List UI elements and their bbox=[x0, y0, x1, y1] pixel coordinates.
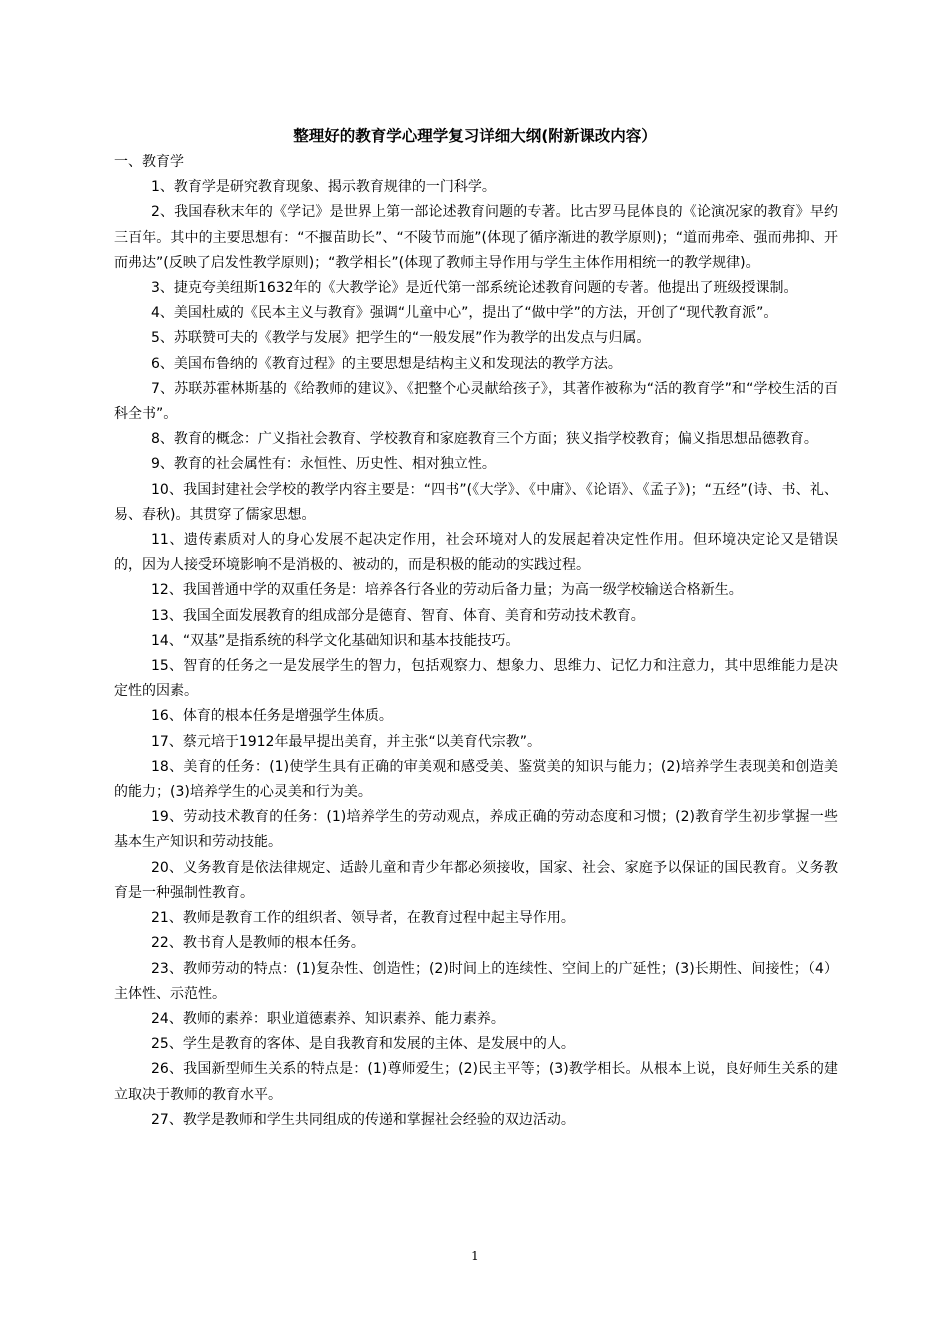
paragraph: 15、智育的任务之一是发展学生的智力，包括观察力、想象力、思维力、记忆力和注意力，其中思维能力是决定性的因素。 bbox=[114, 658, 838, 700]
paragraph: 18、美育的任务：(1)使学生具有正确的审美观和感受美、鉴赏美的知识与能力；(2)培养学生表现美和创造美的能力；(3)培养学生的心灵美和行为美。 bbox=[114, 758, 838, 801]
paragraph: 21、教师是教育工作的组织者、领导者，在教育过程中起主导作用。 bbox=[151, 910, 575, 927]
paragraph: 25、学生是教育的客体、是自我教育和发展的主体、是发展中的人。 bbox=[151, 1036, 575, 1053]
document-title: 整理好的教育学心理学复习详细大纲(附新课改内容） bbox=[293, 127, 657, 145]
paragraph: 11、遗传素质对人的身心发展不起决定作用，社会环境对人的发展起着决定性作用。但环境决定论又是错误的，因为人接受环境影响不是消极的、被动的，而是积极的能动的实践过程。 bbox=[114, 532, 838, 574]
paragraph: 7、苏联苏霍林斯基的《给教师的建议》、《把整个心灵献给孩子》，其著作被称为“活的教育学”和“学校生活的百科全书”。 bbox=[114, 380, 838, 423]
paragraph: 14、“双基”是指系统的科学文化基础知识和基本技能技巧。 bbox=[151, 632, 520, 649]
paragraph: 27、教学是教师和学生共同组成的传递和掌握社会经验的双边活动。 bbox=[151, 1111, 575, 1128]
paragraph: 17、蔡元培于1912年最早提出美育，并主张“以美育代宗教”。 bbox=[151, 733, 541, 750]
paragraph: 5、苏联赞可夫的《教学与发展》把学生的“一般发展”作为教学的出发点与归属。 bbox=[151, 330, 651, 347]
paragraph: 10、我国封建社会学校的教学内容主要是：“四书”(《大学》、《中庸》、《论语》、《孟子》)；“五经”(诗、书、礼、易、春秋)。其贯穿了儒家思想。 bbox=[114, 481, 838, 523]
paragraph: 16、体育的根本任务是增强学生体质。 bbox=[151, 708, 393, 725]
section-heading: 一、教育学 bbox=[114, 154, 184, 170]
paragraph: 12、我国普通中学的双重任务是：培养各行各业的劳动后备力量；为高一级学校输送合格新生。 bbox=[151, 582, 743, 599]
paragraph: 20、义务教育是依法律规定、适龄儿童和青少年都必须接收，国家、社会、家庭予以保证的国民教育。义务教育是一种强制性教育。 bbox=[114, 859, 838, 901]
paragraph: 4、美国杜威的《民本主义与教育》强调“儿童中心”，提出了“做中学”的方法，开创了“现代教育派”。 bbox=[151, 305, 778, 322]
paragraph: 8、教育的概念：广义指社会教育、学校教育和家庭教育三个方面；狭义指学校教育；偏义指思想品德教育。 bbox=[151, 431, 818, 448]
paragraph: 1、教育学是研究教育现象、揭示教育规律的一门科学。 bbox=[151, 179, 496, 196]
paragraph: 19、劳动技术教育的任务：(1)培养学生的劳动观点，养成正确的劳动态度和习惯；(2)教育学生初步掌握一些基本生产知识和劳动技能。 bbox=[114, 809, 838, 851]
page-number: 1 bbox=[471, 1249, 479, 1263]
paragraph: 23、教师劳动的特点：(1)复杂性、创造性；(2)时间上的连续性、空间上的广延性；(3)长期性、间接性；（4）主体性、示范性。 bbox=[114, 960, 838, 1002]
paragraph: 9、教育的社会属性有：永恒性、历史性、相对独立性。 bbox=[151, 456, 496, 473]
paragraph: 3、捷克夸美纽斯1632年的《大教学论》是近代第一部系统论述教育问题的专著。他提出了班级授课制。 bbox=[151, 280, 798, 297]
paragraph: 22、教书育人是教师的根本任务。 bbox=[151, 935, 365, 952]
paragraph: 2、我国春秋末年的《学记》是世界上第一部论述教育问题的专著。比古罗马昆体良的《论演况家的教育》早约三百年。其中的主要思想有：“不揠苗助长”、“不陵节而施”(体现了循序渐进的教学原则)；“道而弗牵、强而弗抑、开而弗达”(反映了启发性教学原则)；“教学相长”(体现了教师主导作用与学生主体作用相统一的教学规律)。 bbox=[114, 204, 838, 271]
paragraph: 24、教师的素养：职业道德素养、知识素养、能力素养。 bbox=[151, 1010, 505, 1027]
paragraph: 13、我国全面发展教育的组成部分是德育、智育、体育、美育和劳动技术教育。 bbox=[151, 607, 645, 624]
paragraph: 26、我国新型师生关系的特点是：(1)尊师爱生；(2)民主平等；(3)教学相长。从根本上说，良好师生关系的建立取决于教师的教育水平。 bbox=[114, 1061, 838, 1103]
paragraph: 6、美国布鲁纳的《教育过程》的主要思想是结构主义和发现法的教学方法。 bbox=[151, 355, 622, 372]
document-body bbox=[114, 150, 838, 1133]
